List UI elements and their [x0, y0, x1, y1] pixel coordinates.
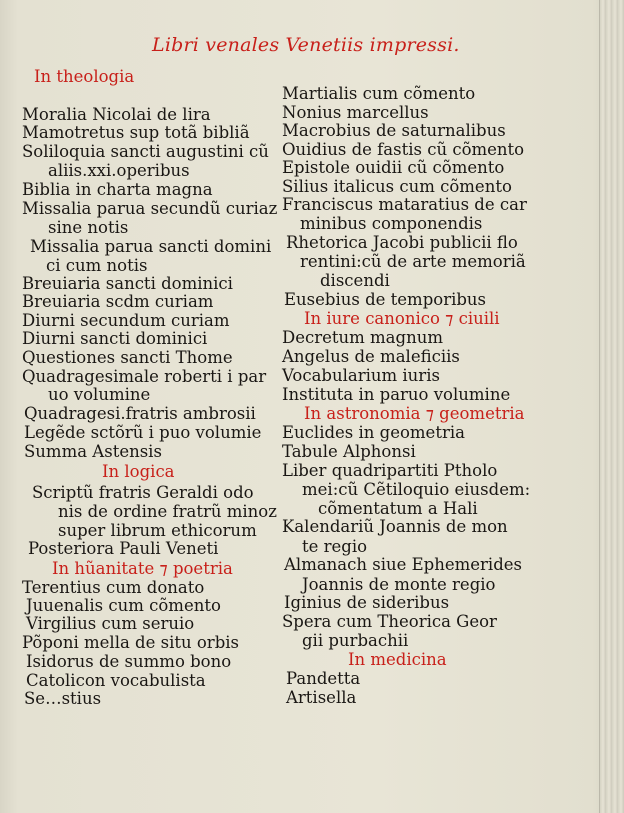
right-book-entry: Franciscus mataratius de car [282, 195, 527, 214]
right-book-entry: Euclides in geometria [282, 423, 465, 442]
left-book-entry: Quadragesi.fratris ambrosii [24, 404, 256, 423]
right-book-entry: Kalendariũ Joannis de mon [282, 517, 508, 536]
right-book-entry: Tabule Alphonsi [282, 442, 416, 461]
right-book-entry: Artisella [286, 688, 357, 707]
left-book-entry: Virgilius cum seruio [26, 614, 195, 633]
left-book-entry: Juuenalis cum cõmento [26, 596, 221, 615]
right-book-entry: Eusebius de temporibus [284, 290, 487, 309]
right-book-entry: Macrobius de saturnalibus [282, 121, 506, 140]
right-book-entry: Almanach siue Ephemerides [284, 555, 523, 574]
left-book-entry: Biblia in charta magna [22, 180, 213, 199]
right-section-heading: In medicina [348, 650, 447, 669]
left-book-entry: Posteriora Pauli Veneti [28, 539, 219, 558]
left-book-entry: Summa Astensis [24, 442, 162, 461]
left-book-entry: Diurni secundum curiam [22, 311, 230, 330]
left-book-entry: Legẽde sctõrũ i puo volumie [24, 423, 262, 442]
right-book-entry: Spera cum Theorica Geor [282, 612, 497, 631]
left-book-entry: Põponi mella de situ orbis [22, 633, 240, 652]
left-book-entry: Isidorus de summo bono [26, 652, 232, 671]
right-section-heading: In iure canonico ⁊ ciuili [304, 309, 500, 328]
right-book-entry: cõmentatum a Hali [318, 499, 478, 518]
right-book-entry: minibus componendis [300, 214, 483, 233]
left-book-entry: Se…stius [24, 689, 102, 708]
right-book-entry: Iginius de sideribus [284, 593, 450, 612]
left-book-entry: nis de ordine fratrũ minoz [58, 502, 277, 521]
left-book-entry: Questiones sancti Thome [22, 348, 233, 367]
left-book-entry: Missalia parua secundũ curiaz [22, 199, 278, 218]
page-edges [599, 0, 624, 813]
right-book-entry: discendi [320, 271, 390, 290]
left-book-entry: Missalia parua sancti domini [30, 237, 272, 256]
right-book-entry: Liber quadripartiti Ptholo [282, 461, 498, 480]
left-book-entry: Breuiaria scdm curiam [22, 292, 214, 311]
right-book-entry: Pandetta [286, 669, 361, 688]
left-book-entry: super librum ethicorum [58, 521, 257, 540]
left-book-entry: Breuiaria sancti dominici [22, 274, 233, 293]
left-book-entry: uo volumine [48, 385, 151, 404]
left-book-entry: Scriptũ fratris Geraldi odo [32, 483, 254, 502]
left-book-entry: Mamotretus sup totã bibliã [22, 123, 250, 142]
right-book-entry: Decretum magnum [282, 328, 443, 347]
right-book-entry: Nonius marcellus [282, 103, 429, 122]
left-book-entry: Diurni sancti dominici [22, 329, 208, 348]
right-book-entry: mei:cũ Cẽtiloquio eiusdem: [302, 480, 531, 499]
right-book-entry: te regio [302, 537, 368, 556]
left-section-heading: In logica [102, 462, 175, 481]
left-book-entry: ci cum notis [46, 256, 148, 275]
right-book-entry: Ouidius de fastis cũ cõmento [282, 140, 525, 159]
left-book-entry: aliis.xxi.operibus [48, 161, 190, 180]
right-book-entry: Silius italicus cum cõmento [282, 177, 512, 196]
left-book-entry: Terentius cum donato [22, 578, 205, 597]
page-title: Libri venales Venetiis impressi. [152, 34, 460, 56]
right-book-entry: Instituta in paruo volumine [282, 385, 511, 404]
left-book-entry: Moralia Nicolai de lira [22, 105, 211, 124]
left-book-entry: sine notis [48, 218, 129, 237]
right-book-entry: Vocabularium iuris [282, 366, 440, 385]
left-book-entry: Soliloquia sancti augustini cũ [22, 142, 269, 161]
right-book-entry: Rhetorica Jacobi publicii flo [286, 233, 518, 252]
left-book-entry: Catolicon vocabulista [26, 671, 206, 690]
right-book-entry: Joannis de monte regio [302, 575, 496, 594]
left-section-heading: In hũanitate ⁊ poetria [52, 559, 233, 578]
left-section-heading: In theologia [34, 67, 135, 86]
right-book-entry: Epistole ouidii cũ cõmento [282, 158, 505, 177]
right-section-heading: In astronomia ⁊ geometria [304, 404, 525, 423]
left-book-entry: Quadragesimale roberti i par [22, 367, 267, 386]
right-book-entry: rentini:cũ de arte memoriã [300, 252, 526, 271]
right-book-entry: Angelus de maleficiis [282, 347, 460, 366]
right-book-entry: Martialis cum cõmento [282, 84, 476, 103]
right-book-entry: gii purbachii [302, 631, 409, 650]
